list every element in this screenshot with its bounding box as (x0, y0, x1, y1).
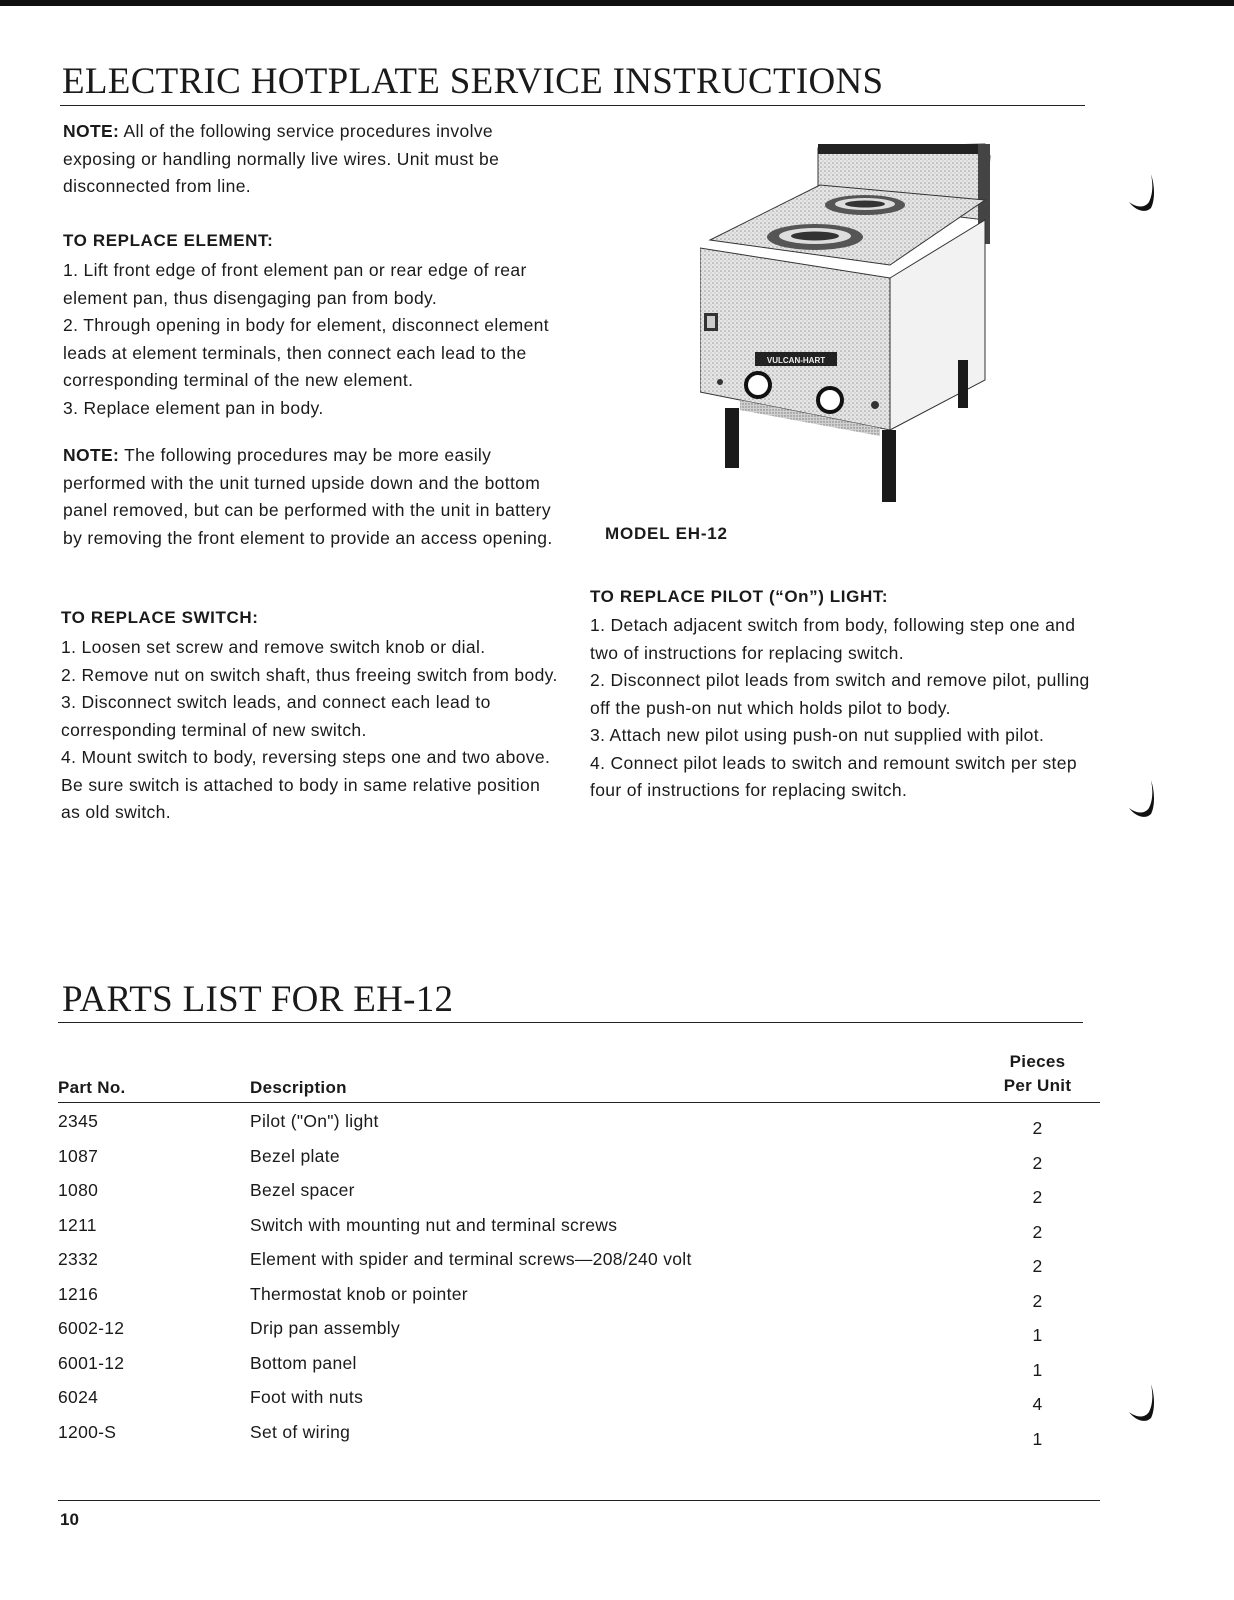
part-number: 6001-12 (58, 1352, 125, 1373)
part-description: Bottom panel (250, 1352, 357, 1373)
header-description: Description (250, 1078, 347, 1097)
part-number: 2345 (58, 1111, 99, 1131)
part-description: Bezel plate (250, 1145, 340, 1166)
parts-header-row (58, 1050, 1100, 1103)
pilot-heading: TO REPLACE PILOT (“On”) LIGHT: (590, 587, 889, 606)
table-row (58, 1180, 1100, 1215)
part-quantity: 1 (1032, 1359, 1043, 1380)
switch-step-4: 4. Mount switch to body, reversing steps one and two above. Be sure switch is attached to body in same relative position as old switch. (61, 747, 551, 822)
switch-steps (61, 634, 561, 827)
note-1-label: NOTE: (63, 121, 120, 141)
table-row (58, 1422, 1100, 1457)
element-step-2: 2. Through opening in body for element, disconnect element leads at element terminals, then connect each lead to the corresponding terminal of the new element. (63, 315, 549, 390)
top-rule (0, 0, 1234, 6)
part-description: Switch with mounting nut and terminal screws (250, 1214, 618, 1235)
right-knob (818, 388, 842, 412)
header-pieces (975, 1050, 1100, 1103)
part-quantity: 1 (1032, 1325, 1043, 1345)
table-row (58, 1284, 1100, 1319)
note-1 (63, 118, 563, 201)
note-1-text: All of the following service procedures involve exposing or handling normally live wires. Unit must be disconnected from line. (63, 121, 500, 196)
pilot-step-4: 4. Connect pilot leads to switch and remount switch per step four of instructions for replacing switch. (590, 752, 1077, 800)
left-knob (746, 373, 770, 397)
figure-caption: MODEL EH-12 (605, 524, 728, 543)
element-step-1: 1. Lift front edge of front element pan or rear edge of rear element pan, thus disengaging pan from body. (63, 260, 527, 308)
part-number: 1211 (58, 1214, 97, 1235)
part-quantity: 2 (1032, 1256, 1043, 1276)
pilot-step-3: 3. Attach new pilot using push-on nut supplied with pilot. (590, 725, 1045, 745)
header-pieces-line-2: Per Unit (1003, 1076, 1072, 1095)
binder-hole-mark (1125, 172, 1175, 222)
switch-step-2: 2. Remove nut on switch shaft, thus freeing switch from body. (61, 664, 558, 685)
part-description: Thermostat knob or pointer (250, 1283, 468, 1304)
element-steps (63, 257, 563, 422)
part-quantity: 1 (1032, 1428, 1043, 1449)
parts-table (58, 1050, 1100, 1456)
front-right-leg (882, 430, 896, 502)
brand-label: VULCAN-HART (766, 356, 826, 365)
table-row (58, 1146, 1100, 1181)
binder-hole-mark (1125, 1382, 1175, 1432)
part-number: 6002-12 (58, 1318, 125, 1338)
part-description: Bezel spacer (250, 1180, 355, 1200)
part-description: Element with spider and terminal screws—208/240 volt (250, 1249, 692, 1269)
element-heading: TO REPLACE ELEMENT: (63, 231, 274, 250)
part-number: 2332 (58, 1249, 99, 1269)
part-description: Pilot ("On") light (250, 1111, 379, 1131)
part-quantity: 2 (1032, 1118, 1043, 1138)
part-quantity: 2 (1032, 1187, 1043, 1207)
pilot-step-1: 1. Detach adjacent switch from body, following step one and two of instructions for replacing switch. (590, 615, 1076, 663)
front-left-leg (725, 408, 739, 468)
table-row (58, 1111, 1100, 1146)
part-number: 1216 (58, 1283, 99, 1304)
part-description: Set of wiring (250, 1421, 351, 1442)
pilot-step-2: 2. Disconnect pilot leads from switch and remove pilot, pulling off the push-on nut which holds pilot to body. (590, 670, 1090, 718)
part-quantity: 2 (1032, 1290, 1043, 1311)
note-2-text: The following procedures may be more easily performed with the unit turned upside down and the bottom panel removed, but can be performed with the unit in battery by removing the front element to provide an access opening. (63, 445, 553, 548)
rear-right-leg (958, 360, 968, 408)
note-2 (63, 442, 563, 552)
header-part-no: Part No. (58, 1078, 126, 1097)
page-number: 10 (60, 1510, 79, 1529)
part-description: Foot with nuts (250, 1387, 364, 1407)
title-rule (60, 105, 1085, 106)
table-row (58, 1318, 1100, 1353)
footer-rule (58, 1500, 1100, 1501)
table-row (58, 1215, 1100, 1250)
header-pieces-line-1: Pieces (1009, 1052, 1066, 1071)
switch-step-3: 3. Disconnect switch leads, and connect each lead to corresponding terminal of new switch. (61, 692, 491, 740)
note-2-label: NOTE: (63, 445, 120, 465)
part-description: Drip pan assembly (250, 1318, 401, 1338)
pilot-steps (590, 612, 1090, 805)
table-row (58, 1249, 1100, 1284)
element-step-3: 3. Replace element pan in body. (63, 397, 324, 418)
part-number: 1080 (58, 1180, 99, 1200)
part-quantity: 2 (1032, 1152, 1043, 1173)
parts-title: PARTS LIST FOR EH-12 (62, 979, 454, 1020)
binder-hole-mark (1125, 778, 1175, 828)
table-row (58, 1387, 1100, 1422)
parts-title-rule (58, 1022, 1083, 1023)
part-quantity: 2 (1032, 1221, 1043, 1242)
part-number: 1087 (58, 1145, 99, 1166)
service-title: ELECTRIC HOTPLATE SERVICE INSTRUCTIONS (62, 61, 884, 102)
switch-heading: TO REPLACE SWITCH: (61, 608, 259, 627)
switch-step-1: 1. Loosen set screw and remove switch knob or dial. (61, 637, 486, 657)
part-quantity: 4 (1032, 1394, 1043, 1414)
hotplate-illustration (700, 130, 1010, 520)
table-row (58, 1353, 1100, 1388)
part-number: 1200-S (58, 1421, 117, 1442)
part-number: 6024 (58, 1387, 99, 1407)
